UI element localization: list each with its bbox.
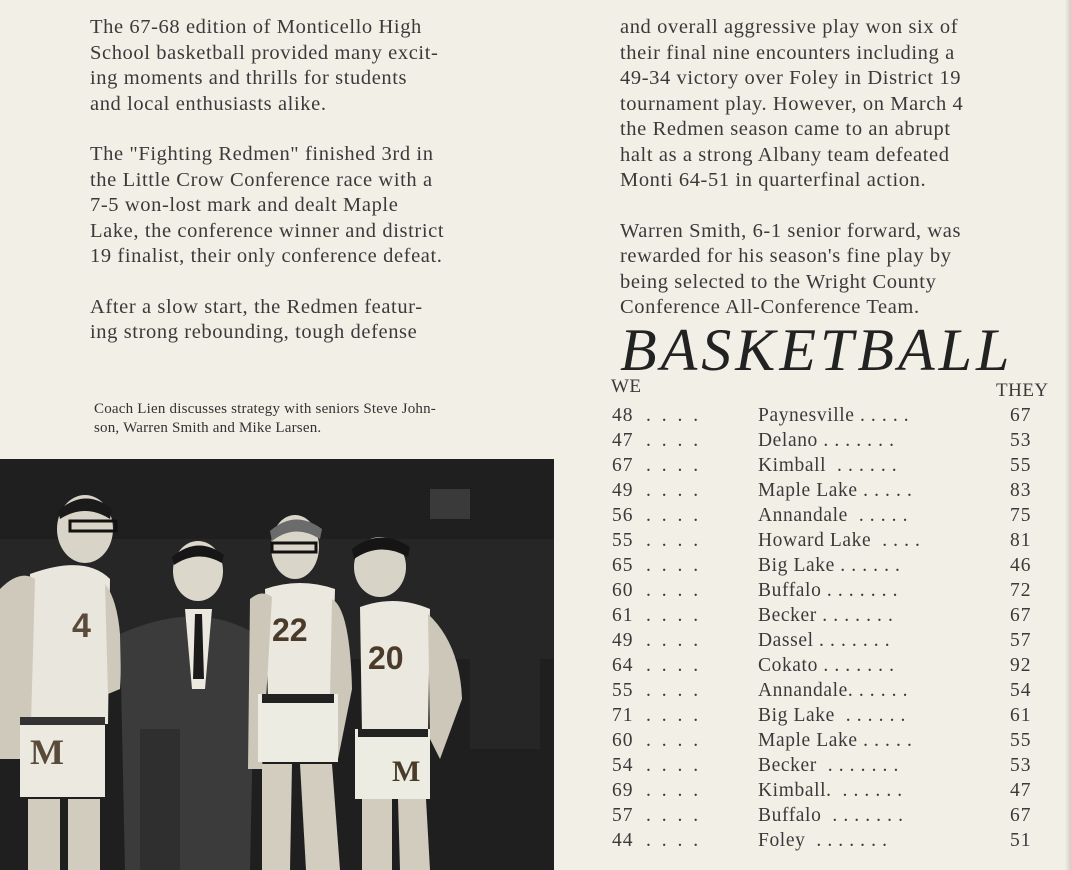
score-opponent: Kimball . . . . . . bbox=[758, 455, 898, 476]
page-title: BASKETBALL bbox=[620, 317, 1014, 383]
leader-dots: . . . . bbox=[646, 430, 702, 451]
score-they: 55 bbox=[1010, 455, 1032, 476]
score-opponent: Delano . . . . . . . bbox=[758, 430, 895, 451]
score-opponent: Annandale . . . . . bbox=[758, 505, 909, 526]
score-they: 61 bbox=[1010, 705, 1032, 726]
score-opponent: Annandale. . . . . . bbox=[758, 680, 909, 701]
score-row bbox=[612, 453, 1052, 478]
score-they: 53 bbox=[1010, 755, 1032, 776]
leader-dots: . . . . bbox=[646, 755, 702, 776]
score-we: 49 bbox=[612, 630, 634, 651]
score-opponent: Howard Lake . . . . bbox=[758, 530, 921, 551]
jersey-letter-1: M bbox=[30, 732, 64, 772]
score-we: 67 bbox=[612, 455, 634, 476]
score-opponent: Becker . . . . . . . bbox=[758, 755, 899, 776]
score-we: 60 bbox=[612, 580, 634, 601]
leader-dots: . . . . bbox=[646, 605, 702, 626]
leader-dots: . . . . bbox=[646, 580, 702, 601]
score-they: 54 bbox=[1010, 680, 1032, 701]
score-they: 67 bbox=[1010, 605, 1032, 626]
leader-dots: . . . . bbox=[646, 505, 702, 526]
score-they: 75 bbox=[1010, 505, 1032, 526]
score-row bbox=[612, 403, 1052, 428]
score-they: 81 bbox=[1010, 530, 1032, 551]
leader-dots: . . . . bbox=[646, 705, 702, 726]
score-we: 47 bbox=[612, 430, 634, 451]
leader-dots: . . . . bbox=[646, 480, 702, 501]
story-right-column bbox=[620, 15, 1071, 346]
score-they: 83 bbox=[1010, 480, 1032, 501]
score-we: 71 bbox=[612, 705, 634, 726]
score-we: 65 bbox=[612, 555, 634, 576]
score-row bbox=[612, 703, 1052, 728]
score-we: 61 bbox=[612, 605, 634, 626]
score-row bbox=[612, 553, 1052, 578]
score-opponent: Dassel . . . . . . . bbox=[758, 630, 891, 651]
leader-dots: . . . . bbox=[646, 530, 702, 551]
leader-dots: . . . . bbox=[646, 455, 702, 476]
score-opponent: Cokato . . . . . . . bbox=[758, 655, 895, 676]
story-paragraph-4: and overall aggressive play won six of their final nine encounters including a 49-34 victory over Foley in District 19 tournament play. However, on March 4 the Redmen season came to an abrupt halt as a strong Albany team defeated Monti 64-51 in quarterfinal action. bbox=[620, 16, 964, 191]
score-they: 72 bbox=[1010, 580, 1032, 601]
leader-dots: . . . . bbox=[646, 730, 702, 751]
page-edge bbox=[1065, 0, 1071, 870]
score-we: 55 bbox=[612, 680, 634, 701]
photo-caption: Coach Lien discusses strategy with seniors Steve John- son, Warren Smith and Mike Larsen. bbox=[94, 401, 436, 436]
leader-dots: . . . . bbox=[646, 630, 702, 651]
column-header-they: THEY bbox=[996, 380, 1049, 401]
score-we: 49 bbox=[612, 480, 634, 501]
score-we: 57 bbox=[612, 805, 634, 826]
score-they: 55 bbox=[1010, 730, 1032, 751]
leader-dots: . . . . bbox=[646, 405, 702, 426]
jersey-number-2: 22 bbox=[272, 612, 308, 648]
score-row bbox=[612, 753, 1052, 778]
leader-dots: . . . . bbox=[646, 555, 702, 576]
jersey-number-1: 4 bbox=[72, 607, 91, 645]
score-we: 56 bbox=[612, 505, 634, 526]
score-opponent: Buffalo . . . . . . . bbox=[758, 805, 904, 826]
score-row bbox=[612, 628, 1052, 653]
score-they: 92 bbox=[1010, 655, 1032, 676]
score-opponent: Maple Lake . . . . . bbox=[758, 730, 913, 751]
score-row bbox=[612, 603, 1052, 628]
story-paragraph-5: Warren Smith, 6-1 senior forward, was rewarded for his season's fine play by being selected to the Wright County Conference All-Conference Team. bbox=[620, 219, 962, 318]
story-left-column bbox=[90, 15, 570, 371]
score-opponent: Big Lake . . . . . . bbox=[758, 555, 901, 576]
score-opponent: Paynesville . . . . . bbox=[758, 405, 910, 426]
jersey-letter-2: M bbox=[392, 755, 421, 788]
leader-dots: . . . . bbox=[646, 830, 702, 851]
score-row bbox=[612, 678, 1052, 703]
score-row bbox=[612, 428, 1052, 453]
score-row bbox=[612, 828, 1052, 853]
score-row bbox=[612, 528, 1052, 553]
leader-dots: . . . . bbox=[646, 780, 702, 801]
story-paragraph-2: The "Fighting Redmen" finished 3rd in the Little Crow Conference race with a 7-5 won-lost mark and dealt Maple Lake, the conference winner and district 19 finalist, their only conference defeat. bbox=[90, 143, 445, 267]
team-photo bbox=[0, 459, 554, 870]
score-opponent: Buffalo . . . . . . . bbox=[758, 580, 899, 601]
score-they: 57 bbox=[1010, 630, 1032, 651]
leader-dots: . . . . bbox=[646, 680, 702, 701]
score-opponent: Maple Lake . . . . . bbox=[758, 480, 913, 501]
score-row bbox=[612, 478, 1052, 503]
score-opponent: Foley . . . . . . . bbox=[758, 830, 888, 851]
score-row bbox=[612, 578, 1052, 603]
jersey-number-3: 20 bbox=[368, 640, 404, 676]
score-row bbox=[612, 778, 1052, 803]
story-paragraph-3: After a slow start, the Redmen featur- ing strong rebounding, tough defense bbox=[90, 295, 423, 343]
leader-dots: . . . . bbox=[646, 805, 702, 826]
score-they: 51 bbox=[1010, 830, 1032, 851]
column-header-we: WE bbox=[611, 376, 642, 397]
score-we: 64 bbox=[612, 655, 634, 676]
score-row bbox=[612, 653, 1052, 678]
score-we: 55 bbox=[612, 530, 634, 551]
score-we: 69 bbox=[612, 780, 634, 801]
leader-dots: . . . . bbox=[646, 655, 702, 676]
score-they: 67 bbox=[1010, 805, 1032, 826]
score-they: 46 bbox=[1010, 555, 1032, 576]
score-row bbox=[612, 503, 1052, 528]
score-we: 60 bbox=[612, 730, 634, 751]
score-opponent: Kimball. . . . . . . bbox=[758, 780, 903, 801]
season-scores-table bbox=[612, 403, 1052, 853]
score-row bbox=[612, 728, 1052, 753]
score-we: 44 bbox=[612, 830, 634, 851]
story-paragraph-1: The 67-68 edition of Monticello High School basketball provided many excit- ing moments and thrills for students and local enthusiasts alike. bbox=[90, 16, 439, 115]
score-opponent: Big Lake . . . . . . bbox=[758, 705, 906, 726]
score-they: 47 bbox=[1010, 780, 1032, 801]
score-opponent: Becker . . . . . . . bbox=[758, 605, 894, 626]
score-they: 67 bbox=[1010, 405, 1032, 426]
score-row bbox=[612, 803, 1052, 828]
score-we: 48 bbox=[612, 405, 634, 426]
score-we: 54 bbox=[612, 755, 634, 776]
score-they: 53 bbox=[1010, 430, 1032, 451]
